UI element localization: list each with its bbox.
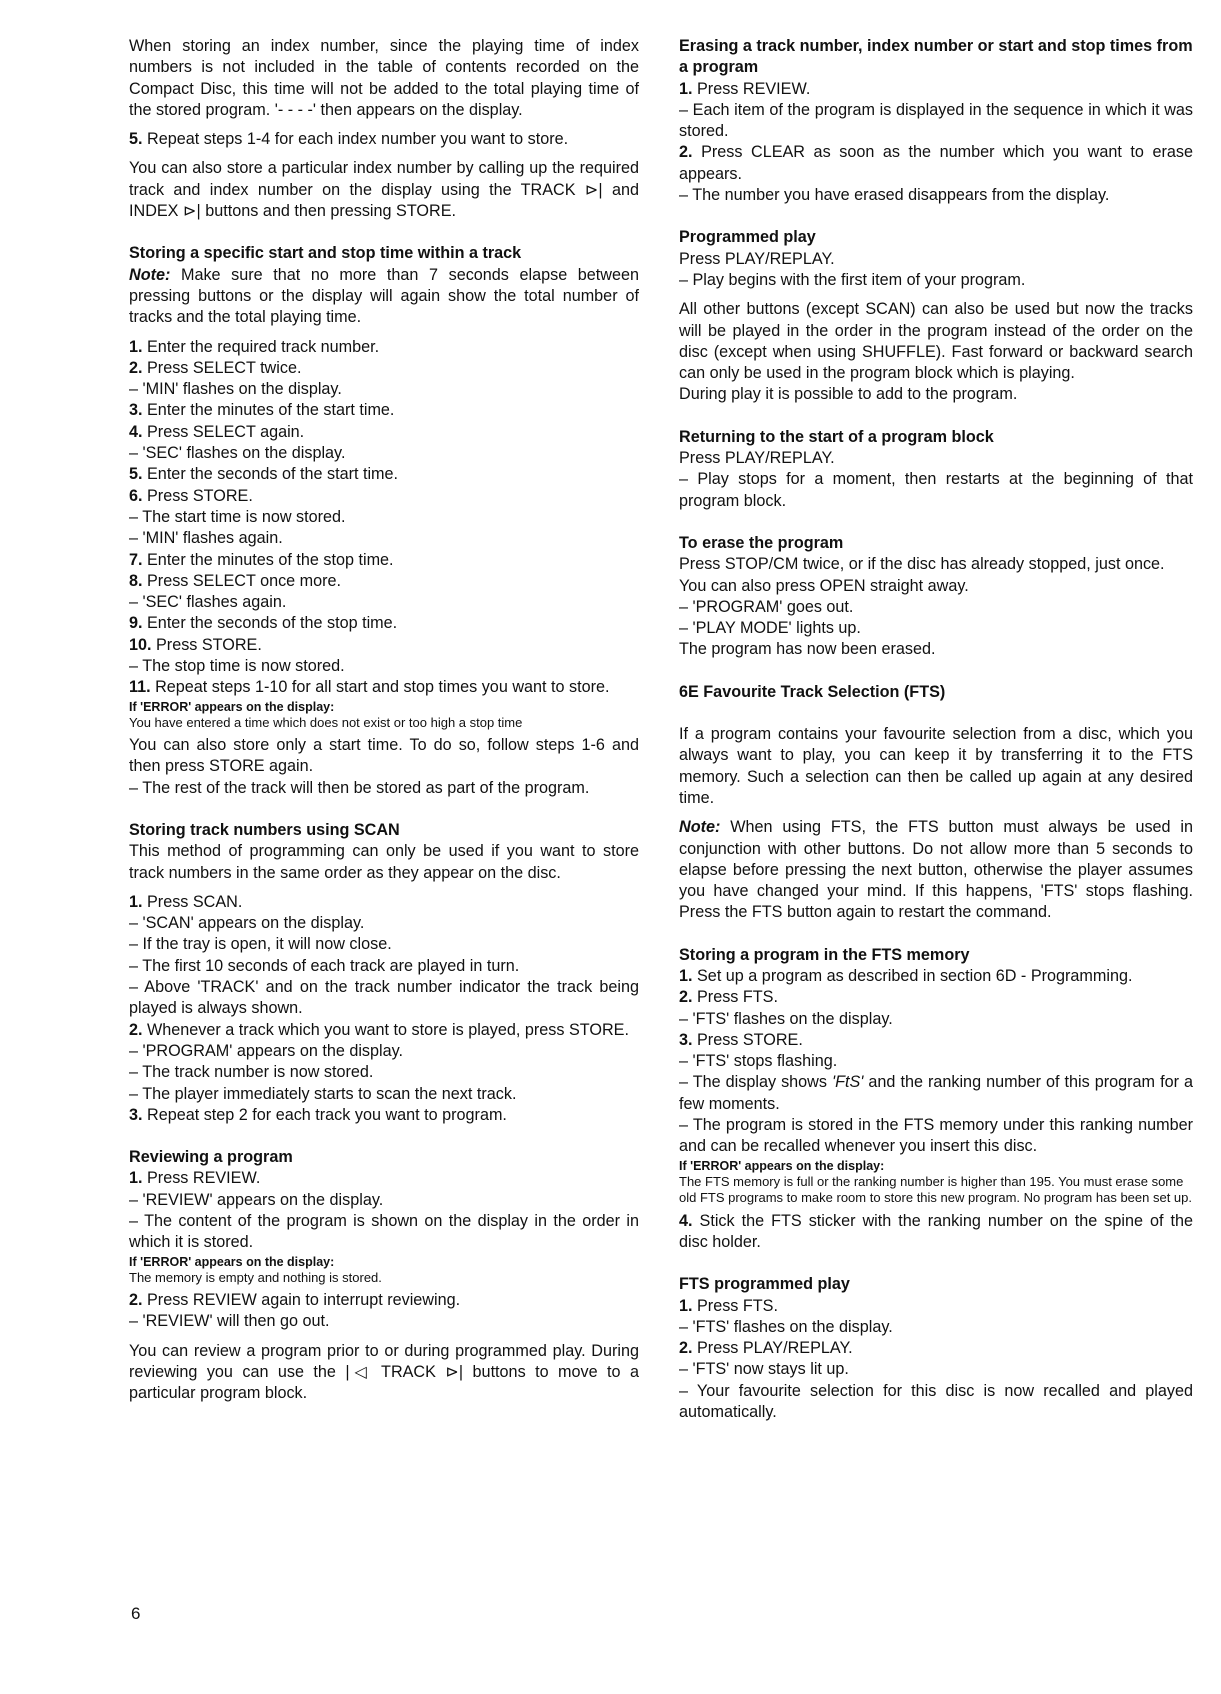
- step-line: – 'REVIEW' will then go out.: [129, 1312, 330, 1331]
- heading-scan: Storing track numbers using SCAN: [129, 821, 400, 839]
- fts-note: Note: When using FTS, the FTS button must always be used in conjunction with other buttons. Do not allow more than 5 seconds to elapse before pressing the next button, otherwise the player assumes you have changed your mind. If this happens, 'FTS' stops flashing. Press the FTS button again to restart the command.: [679, 818, 1193, 922]
- step-line: – 'SEC' flashes on the display.: [129, 444, 346, 463]
- scan-steps: [129, 892, 639, 1126]
- heading-erasing: Erasing a track number, index number or start and stop times from a program: [679, 37, 1193, 77]
- step-line: 6. Press STORE.: [129, 486, 253, 505]
- step-line: – If the tray is open, it will now close.: [129, 935, 392, 954]
- fts-sticker-step: 4. Stick the FTS sticker with the ranking number on the spine of the disc holder.: [679, 1211, 1193, 1251]
- step-line: 10. Press STORE.: [129, 635, 262, 654]
- step-line: 1. Press REVIEW.: [129, 1169, 261, 1188]
- step-line: – The player immediately starts to scan the next track.: [129, 1084, 517, 1103]
- heading-returning: Returning to the start of a program block: [679, 427, 994, 446]
- start-only-result: – The rest of the track will then be stored as part of the program.: [129, 778, 590, 797]
- step-line: – 'PROGRAM' appears on the display.: [129, 1041, 404, 1060]
- step-line: – 'FTS' flashes on the display.: [679, 1317, 893, 1336]
- start-only-paragraph: You can also store only a start time. To do so, follow steps 1-6 and then press STORE again.: [129, 736, 639, 776]
- erase-program-steps: [679, 554, 1193, 660]
- step-line: Press STOP/CM twice, or if the disc has already stopped, just once.: [679, 555, 1165, 574]
- right-column: [679, 36, 1193, 1423]
- step-line: – 'MIN' flashes on the display.: [129, 380, 342, 399]
- programmed-play-steps: [679, 249, 1193, 292]
- step-line: – The first 10 seconds of each track are played in turn.: [129, 956, 520, 975]
- repeat-step-5: 5. Repeat steps 1-4 for each index number you want to store.: [129, 130, 569, 149]
- step-line: 5. Enter the seconds of the start time.: [129, 465, 399, 484]
- error-text-1: You have entered a time which does not exist or too high a stop time: [129, 714, 523, 730]
- programmed-play-paragraph: All other buttons (except SCAN) can also be used but now the tracks will be played in the order in the program instead of the order on the disc (except when using SHUFFLE). Fast forward or backward search can only be used in the program block which is playing.: [679, 300, 1193, 383]
- heading-programmed-play: Programmed play: [679, 228, 816, 247]
- step-line: 4. Press SELECT again.: [129, 422, 305, 441]
- step-line: – 'SCAN' appears on the display.: [129, 914, 365, 933]
- step-line: – 'PROGRAM' goes out.: [679, 597, 854, 616]
- step-line: – The stop time is now stored.: [129, 657, 345, 676]
- review-paragraph: You can review a program prior to or during programmed play. During reviewing you can use the |◁ TRACK ⊳| buttons to move to a particular program block.: [129, 1341, 639, 1403]
- step-line: – Above 'TRACK' and on the track number indicator the track being played is always shown.: [129, 978, 639, 1018]
- left-column: [129, 36, 639, 1405]
- error-heading-fts: If 'ERROR' appears on the display:: [679, 1158, 885, 1173]
- fts-play-steps: [679, 1296, 1193, 1424]
- step-line: 7. Enter the minutes of the stop time.: [129, 550, 394, 569]
- note-start-stop: Note: Make sure that no more than 7 seconds elapse between pressing buttons or the display will again show the total number of tracks and the total playing time.: [129, 265, 639, 327]
- erasing-steps: [679, 79, 1193, 207]
- step-line: 1. Press SCAN.: [129, 892, 243, 911]
- step-line: – 'FTS' flashes on the display.: [679, 1009, 893, 1028]
- step-line: – Your favourite selection for this disc is now recalled and played automatically.: [679, 1381, 1193, 1422]
- step-line: 3. Enter the minutes of the start time.: [129, 401, 395, 420]
- review-steps-2: [129, 1290, 639, 1333]
- step-line: 3. Press STORE.: [679, 1030, 803, 1049]
- step-line: – Each item of the program is displayed in the sequence in which it was stored.: [679, 100, 1193, 141]
- step-line: – 'FTS' stops flashing.: [679, 1052, 838, 1071]
- index-store-paragraph: You can also store a particular index number by calling up the required track and index number on the display using the TRACK ⊳| and INDEX ⊳| buttons and then pressing STORE.: [129, 159, 639, 221]
- step-line: 8. Press SELECT once more.: [129, 571, 342, 590]
- step-line: 3. Repeat step 2 for each track you want to program.: [129, 1105, 507, 1124]
- heading-reviewing: Reviewing a program: [129, 1148, 293, 1167]
- index-time-paragraph: When storing an index number, since the playing time of index numbers is not included in the table of contents recorded on the Compact Disc, this time will not be added to the total playing time of the stored program. '- - - -' then appears on the display.: [129, 37, 639, 119]
- step-line: – Play stops for a moment, then restarts at the beginning of that program block.: [679, 470, 1193, 510]
- heading-fts-play: FTS programmed play: [679, 1275, 850, 1294]
- heading-start-stop-time: Storing a specific start and stop time within a track: [129, 244, 522, 263]
- step-line: – 'FTS' now stays lit up.: [679, 1360, 849, 1379]
- start-stop-steps: [129, 337, 639, 699]
- error-text-2: The memory is empty and nothing is stored.: [129, 1269, 382, 1285]
- step-line: 1. Press FTS.: [679, 1296, 778, 1315]
- returning-steps: [679, 448, 1193, 512]
- step-line: 1. Enter the required track number.: [129, 337, 380, 356]
- fts-stored-text: – The program is stored in the FTS memory under this ranking number and can be recalled whenever you insert this disc.: [679, 1116, 1193, 1156]
- review-steps: [129, 1168, 639, 1253]
- step-line: 2. Press CLEAR as soon as the number which you want to erase appears.: [679, 143, 1193, 183]
- scan-paragraph: This method of programming can only be used if you want to store track numbers in the same order as they appear on the disc.: [129, 842, 639, 882]
- step-line: 2. Press PLAY/REPLAY.: [679, 1339, 853, 1358]
- page-number: 6: [131, 1604, 141, 1623]
- storing-fts-steps: [679, 966, 1193, 1072]
- step-line: – The content of the program is shown on the display in the order in which it is stored.: [129, 1212, 639, 1252]
- step-line: 9. Enter the seconds of the stop time.: [129, 614, 398, 633]
- step-line: 1. Press REVIEW.: [679, 79, 811, 98]
- step-line: 2. Press FTS.: [679, 988, 778, 1007]
- step-line: 1. Set up a program as described in section 6D - Programming.: [679, 966, 1133, 985]
- step-line: – 'PLAY MODE' lights up.: [679, 619, 861, 638]
- step-line: The program has now been erased.: [679, 640, 936, 659]
- step-line: – The track number is now stored.: [129, 1063, 374, 1082]
- programmed-play-add: During play it is possible to add to the program.: [679, 385, 1018, 404]
- step-line: 11. Repeat steps 1-10 for all start and stop times you want to store.: [129, 678, 610, 697]
- step-line: Press PLAY/REPLAY.: [679, 449, 835, 468]
- heading-storing-fts: Storing a program in the FTS memory: [679, 945, 970, 964]
- step-line: 2. Whenever a track which you want to store is played, press STORE.: [129, 1020, 629, 1039]
- fts-paragraph: If a program contains your favourite selection from a disc, which you always want to play, you can keep it by transferring it to the FTS memory. Such a selection can then be called up again at any desired time.: [679, 725, 1193, 807]
- error-text-fts: The FTS memory is full or the ranking number is higher than 195. You must erase some old FTS programs to make room to store this new program. No program has been set up.: [679, 1173, 1193, 1206]
- heading-erase-program: To erase the program: [679, 533, 844, 552]
- fts-display-shows: – The display shows 'FtS' and the ranking number of this program for a few moments.: [679, 1073, 1193, 1113]
- step-line: – Play begins with the first item of your program.: [679, 270, 1026, 289]
- step-line: You can also press OPEN straight away.: [679, 576, 969, 595]
- step-line: – 'MIN' flashes again.: [129, 529, 283, 548]
- error-heading-2: If 'ERROR' appears on the display:: [129, 1254, 335, 1269]
- step-line: – The number you have erased disappears from the display.: [679, 186, 1110, 205]
- step-line: 2. Press REVIEW again to interrupt reviewing.: [129, 1291, 461, 1310]
- step-line: – 'REVIEW' appears on the display.: [129, 1190, 384, 1209]
- step-line: 2. Press SELECT twice.: [129, 358, 302, 377]
- heading-fts: 6E Favourite Track Selection (FTS): [679, 682, 946, 701]
- error-heading-1: If 'ERROR' appears on the display:: [129, 699, 335, 714]
- step-line: – 'SEC' flashes again.: [129, 593, 287, 612]
- step-line: Press PLAY/REPLAY.: [679, 249, 835, 268]
- step-line: – The start time is now stored.: [129, 507, 346, 526]
